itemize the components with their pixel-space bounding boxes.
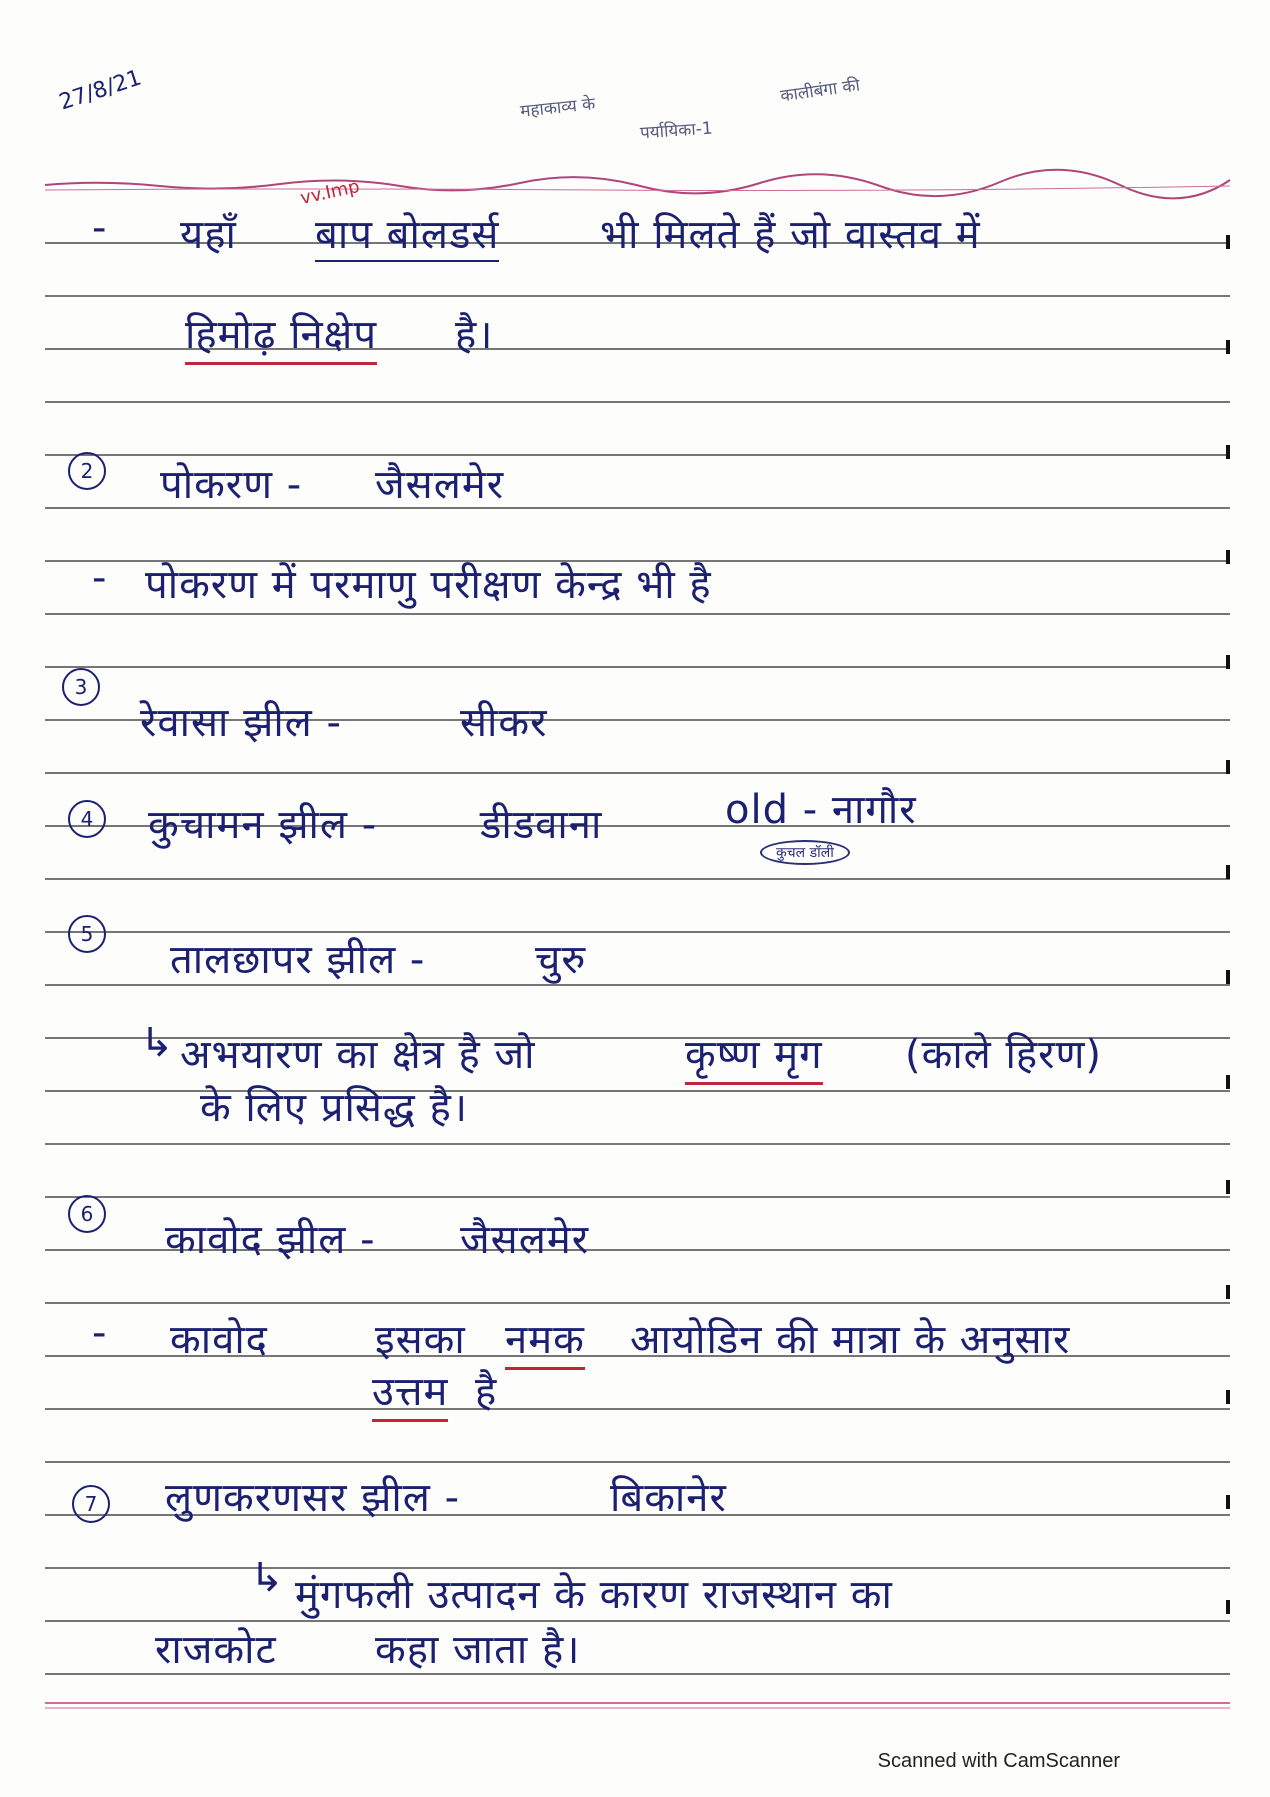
bullet-dash: -	[92, 205, 108, 251]
text-line: (काले हिरण)	[905, 1032, 1103, 1078]
text-line: के लिए प्रसिद्ध है।	[200, 1085, 468, 1131]
item-number-4: 4	[68, 800, 106, 838]
annotation-oval: कुचल डॉली	[760, 840, 850, 865]
text-line: है	[475, 1369, 498, 1415]
item-number-2: 2	[68, 452, 106, 490]
item-number-7: 7	[72, 1485, 110, 1523]
arrow-icon: ↳	[250, 1555, 285, 1601]
highlight-term: हिमोढ़ निक्षेप	[185, 305, 377, 365]
text-line: है।	[455, 312, 494, 358]
item-title: तालछापर झील -	[170, 937, 426, 983]
item-location: सीकर	[460, 700, 548, 746]
bullet-dash: -	[92, 1310, 108, 1356]
item-title: पोकरण -	[160, 462, 303, 508]
date-note: 27/8/21	[56, 65, 145, 116]
text-line: भी मिलते हैं जो वास्तव में	[600, 212, 981, 258]
text-line: यहाँ	[180, 212, 237, 258]
item-title: लुणकरणसर झील -	[165, 1475, 461, 1521]
text-line: कहा जाता है।	[375, 1627, 581, 1673]
item-number-6: 6	[68, 1195, 106, 1233]
header-note-mid: पर्यायिका-1	[639, 118, 714, 144]
item-location: बिकानेर	[610, 1475, 727, 1521]
header-note-right: कालीबंगा की	[779, 75, 862, 107]
scanner-watermark: Scanned with CamScanner	[877, 1750, 1120, 1772]
highlight-term: नमक	[505, 1310, 585, 1370]
text-line: राजकोट	[155, 1627, 277, 1673]
item-old-location: old - नागौर	[725, 787, 917, 833]
text-line: इसका	[375, 1317, 466, 1363]
arrow-icon: ↳	[140, 1020, 175, 1066]
highlight-term: उत्तम	[372, 1362, 448, 1422]
item-number-5: 5	[68, 915, 106, 953]
text-line: मुंगफली उत्पादन के कारण राजस्थान का	[295, 1572, 893, 1618]
item-title: रेवासा झील -	[140, 700, 342, 746]
text-line: पोकरण में परमाणु परीक्षण केन्द्र भी है	[145, 562, 712, 608]
text-line: कावोद	[170, 1317, 268, 1363]
item-location: चुरु	[535, 937, 587, 983]
item-title: कुचामन झील -	[148, 802, 378, 848]
item-location: जैसलमेर	[460, 1217, 590, 1263]
header-note-left: महाकाव्य के	[519, 94, 597, 122]
item-location: डीडवाना	[480, 802, 603, 848]
item-location: जैसलमेर	[375, 462, 505, 508]
bullet-dash: -	[92, 555, 108, 601]
text-line: आयोडिन की मात्रा के अनुसार	[630, 1317, 1071, 1363]
item-number-3: 3	[62, 668, 100, 706]
highlight-term: कृष्ण मृग	[685, 1025, 823, 1085]
text-line: अभयारण का क्षेत्र है जो	[180, 1032, 536, 1078]
item-title: कावोद झील -	[165, 1217, 376, 1263]
imp-mark: vv.Imp	[298, 176, 362, 209]
text-line-underlined: बाप बोलडर्स	[315, 205, 499, 262]
